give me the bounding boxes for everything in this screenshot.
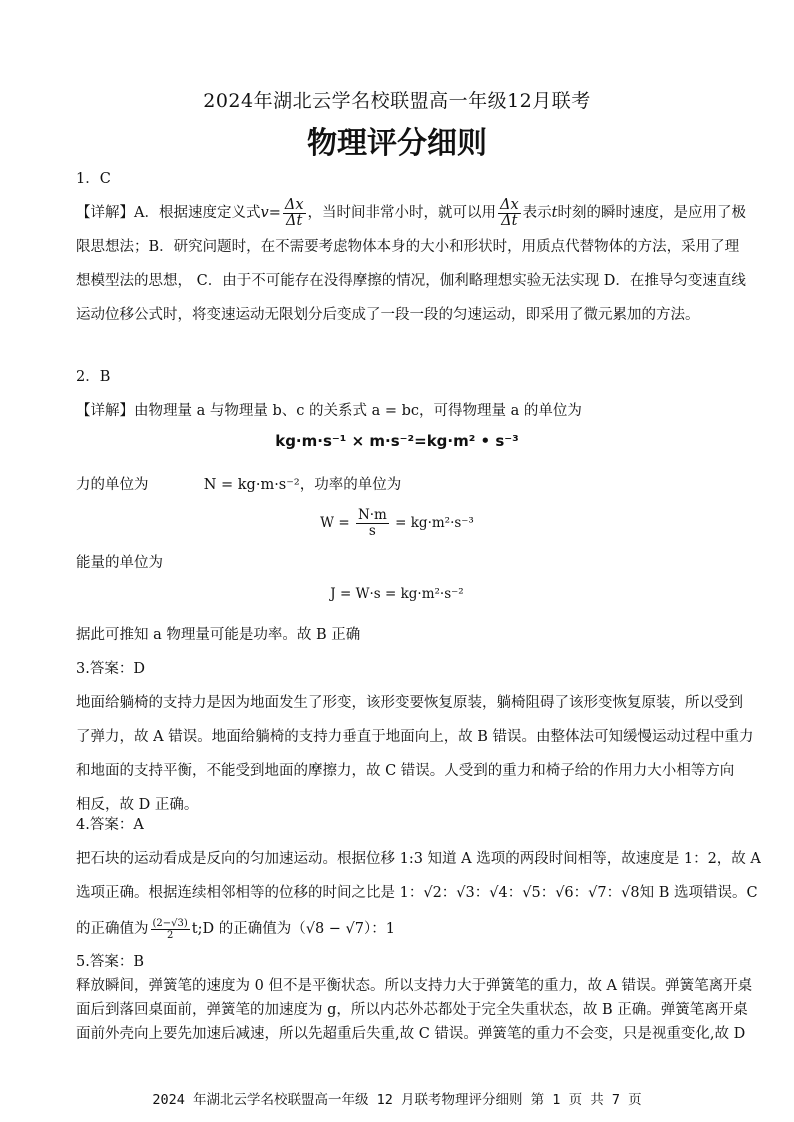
unit-equation-1: kg·m·s⁻¹ × m·s⁻²=kg·m² • s⁻³ xyxy=(275,432,519,450)
q2-conclusion: 据此可推知 a 物理量可能是功率。故 B 正确 xyxy=(76,627,361,643)
q2-conclusion-block xyxy=(76,618,726,652)
power-eq-right: = kg·m²·s⁻³ xyxy=(395,515,474,531)
force-unit-row xyxy=(76,468,726,502)
q1-answer: 1．C xyxy=(76,171,111,187)
q4-numerator: (2−√3) xyxy=(152,917,188,929)
q3-answer: 3.答案：D xyxy=(76,661,145,677)
q3-line-3: 和地面的支持平衡，不能受到地面的摩擦力，故 C 错误。人受到的重力和椅子给的作用力大小相等方向 xyxy=(76,763,735,779)
q1-text-d: 时刻的瞬时速度，是应用了极 xyxy=(557,205,746,221)
force-unit-line xyxy=(76,468,726,502)
power-eq-left: W = xyxy=(320,515,350,531)
q4-answer: 4.答案：A xyxy=(76,817,144,833)
q1-var-t: t xyxy=(551,205,558,221)
question-1-detail xyxy=(76,196,746,332)
fraction-numerator: Δx xyxy=(284,196,304,213)
q1-line-4: 运动位移公式时，将变速运动无限划分后变成了一段一段的匀速运动，即采用了微元累加的方法。 xyxy=(76,307,700,323)
energy-label: 能量的单位为 xyxy=(76,555,163,571)
document-title: 物理评分细则 xyxy=(307,126,487,161)
power-fraction xyxy=(356,508,389,539)
q5-answer: 5.答案：B xyxy=(76,954,144,970)
energy-unit-row xyxy=(76,546,726,580)
question-1 xyxy=(76,162,726,196)
q1-line-2: 限思想法；B．研究问题时，在不需要考虑物体本身的大小和形状时，用质点代替物体的方法，采用了理 xyxy=(76,239,740,255)
q3-line-2: 了弹力，故 A 错误。地面给躺椅的支持力垂直于地面向上，故 B 错误。由整体法可知缓慢运动过程中重力 xyxy=(76,729,754,745)
q4-line-3-block xyxy=(76,912,726,946)
q2-line-1: 【详解】由物理量 a 与物理量 b、c 的关系式 a = bc，可得物理量 a 的单位为 xyxy=(76,403,582,419)
force-label: 力的单位为 xyxy=(76,477,149,493)
q4-line-3 xyxy=(76,912,726,946)
fraction-numerator-2: Δx xyxy=(500,196,519,213)
velocity-fraction xyxy=(283,198,306,229)
q4-text-a: 的正确值为 xyxy=(76,921,149,937)
power-denominator: s xyxy=(368,523,376,539)
q4-fraction xyxy=(151,918,190,941)
power-equation xyxy=(0,508,794,539)
q4-line-1: 把石块的运动看成是反向的匀加速运动。根据位移 1:3 知道 A 选项的两段时间相等，故速度是 1：2，故 A xyxy=(76,851,761,867)
fraction-denominator: Δt xyxy=(286,212,303,229)
q3-line-1: 地面给躺椅的支持力是因为地面发生了形变，该形变要恢复原装，躺椅阻碍了该形变恢复原装，所以受到 xyxy=(76,695,743,711)
q1-text-a: 【详解】A．根据速度定义式 xyxy=(76,205,261,221)
fraction-denominator-2: Δt xyxy=(501,212,518,229)
q1-line-1 xyxy=(76,196,746,230)
exam-subtitle: 2024年湖北云学名校联盟高一年级12月联考 xyxy=(203,90,591,112)
power-numerator: N·m xyxy=(357,507,387,523)
question-3 xyxy=(76,652,754,822)
q4-line-2: 选项正确。根据连续相邻相等的位移的时间之比是 1：√2：√3：√4：√5：√6：√7：√8知 B 选项错误。C xyxy=(76,885,758,901)
energy-equation: J = W·s = kg·m²·s⁻² xyxy=(330,586,464,602)
q3-line-4: 相反，故 D 正确。 xyxy=(76,797,199,813)
question-5 xyxy=(76,950,753,1046)
q1-var-v: v xyxy=(260,205,269,221)
force-equation: N = kg·m·s⁻²，功率的单位为 xyxy=(203,477,402,493)
page-footer: 2024 年湖北云学名校联盟高一年级 12 月联考物理评分细则 第 1 页 共 7 页 xyxy=(152,1092,642,1108)
question-4 xyxy=(76,808,761,910)
q1-eq: = xyxy=(268,205,281,221)
q4-denominator: 2 xyxy=(166,929,174,941)
q1-line-3: 想模型法的思想， C．由于不可能存在没得摩擦的情况，伽利略理想实验无法实现 D．在推导匀变速直线 xyxy=(76,273,746,289)
question-2 xyxy=(76,360,726,428)
velocity-fraction-2 xyxy=(498,198,521,229)
q4-text-b: t;D 的正确值为（√8 − √7）：1 xyxy=(191,921,395,937)
q5-line-2: 面后到落回桌面前，弹簧笔的加速度为 g，所以内芯外芯都处于完全失重状态，故 B 正确。弹簧笔离开桌 xyxy=(76,1002,748,1018)
q5-line-1: 释放瞬间，弹簧笔的速度为 0 但不是平衡状态。所以支持力大于弹簧笔的重力，故 A 错误。弹簧笔离开桌 xyxy=(76,978,753,994)
q1-text-c: 表示 xyxy=(522,205,552,221)
q2-answer: 2．B xyxy=(76,369,111,385)
q1-text-b: ，当时间非常小时，就可以用 xyxy=(307,205,496,221)
q5-line-3: 面前外壳向上要先加速后减速，所以先超重后失重,故 C 错误。弹簧笔的重力不会变，只是视重变化,故 D xyxy=(76,1026,746,1042)
